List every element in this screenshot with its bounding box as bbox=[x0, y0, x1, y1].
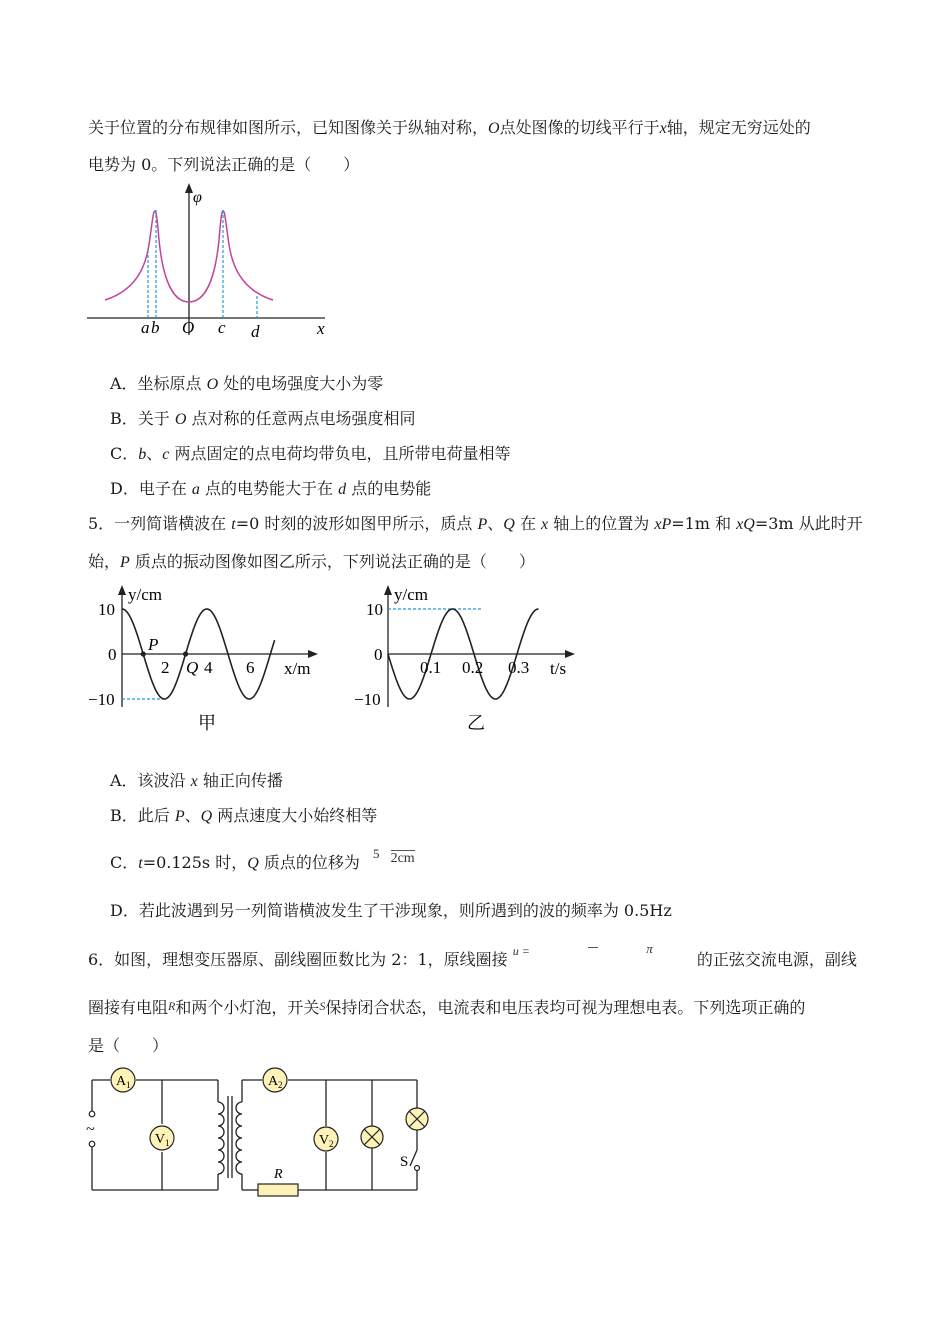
lamp-2 bbox=[406, 1108, 428, 1130]
q6-transformer-circuit bbox=[82, 1066, 432, 1201]
q4-ylabel: φ bbox=[193, 189, 202, 206]
jia-xlabel: x/m bbox=[284, 659, 311, 678]
q5-option-d[interactable]: D．若此波遇到另一列简谐横波发生了干涉现象，则所遇到的波的频率为 0.5Hz bbox=[110, 901, 672, 920]
svg-text:1: 1 bbox=[126, 1080, 131, 1090]
yi-ytick-neg10: −10 bbox=[354, 690, 381, 709]
svg-text:2: 2 bbox=[329, 1139, 334, 1149]
jia-caption: 甲 bbox=[198, 713, 216, 733]
resistor-label: R bbox=[274, 1167, 283, 1182]
yi-ytick-0: 0 bbox=[374, 645, 383, 664]
jia-label-Q: Q bbox=[186, 658, 199, 677]
q4-option-d[interactable]: D．电子在 a 点的电势能大于在 d 点的电势能 bbox=[110, 479, 432, 498]
q4-label-d: d bbox=[251, 322, 260, 341]
jia-ytick-neg10: −10 bbox=[88, 690, 115, 709]
q4-option-a[interactable]: A．坐标原点 O 处的电场强度大小为零 bbox=[110, 374, 384, 393]
ammeter-a2 bbox=[263, 1068, 287, 1092]
svg-text:2: 2 bbox=[278, 1080, 283, 1090]
jia-xtick-6: 6 bbox=[246, 658, 255, 677]
jia-xtick-4: 4 bbox=[204, 658, 213, 677]
q4-option-c[interactable]: C．b、c 两点固定的点电荷均带负电，且所带电荷量相等 bbox=[110, 444, 511, 463]
voltmeter-v2 bbox=[314, 1127, 338, 1151]
q5-line1: 5．一列简谐横波在 t=0 时刻的波形如图甲所示，质点 P、Q 在 x 轴上的位置为 xP=1m 和 xQ=3m 从此时开 bbox=[88, 514, 863, 533]
svg-text:A: A bbox=[268, 1074, 279, 1089]
yi-xtick-0.2: 0.2 bbox=[462, 658, 484, 677]
jia-label-P: P bbox=[148, 635, 159, 654]
q6-line2: 圈接有电阻R和两个小灯泡，开关S保持闭合状态，电流表和电压表均可视为理想电表。下列选项正确的 bbox=[88, 998, 806, 1017]
svg-text:A: A bbox=[116, 1074, 127, 1089]
q4-label-c: c bbox=[218, 318, 226, 337]
switch-label: S bbox=[400, 1154, 409, 1170]
svg-text:V: V bbox=[319, 1133, 330, 1148]
q4-option-b[interactable]: B．关于 O 点对称的任意两点电场强度相同 bbox=[110, 409, 416, 428]
q4-line1: 关于位置的分布规律如图所示，已知图像关于纵轴对称，O点处图像的切线平行于x轴，规定无穷远处的 bbox=[88, 118, 811, 137]
q5-wave-figure-jia bbox=[88, 582, 328, 737]
resistor-R bbox=[258, 1184, 298, 1196]
q5-option-b[interactable]: B．此后 P、Q 两点速度大小始终相等 bbox=[110, 806, 378, 825]
svg-text:V: V bbox=[155, 1132, 166, 1147]
jia-ylabel: y/cm bbox=[128, 585, 162, 604]
yi-xtick-0.1: 0.1 bbox=[420, 658, 442, 677]
jia-ytick-0: 0 bbox=[108, 645, 117, 664]
yi-caption: 乙 bbox=[467, 713, 485, 733]
yi-ytick-10: 10 bbox=[366, 600, 383, 619]
yi-xtick-0.3: 0.3 bbox=[508, 658, 530, 677]
lamp-1 bbox=[361, 1126, 383, 1148]
q5-option-c[interactable]: C．t=0.125s 时，Q 质点的位移为 $^5$ 2cm bbox=[110, 846, 415, 872]
q4-line2: 电势为 0。下列说法正确的是（ ） bbox=[88, 155, 360, 174]
voltmeter-v1 bbox=[150, 1126, 174, 1150]
q4-potential-figure bbox=[85, 180, 340, 345]
jia-point-Q bbox=[183, 651, 188, 656]
jia-xtick-2: 2 bbox=[161, 658, 170, 677]
q4-label-O: O bbox=[182, 318, 195, 337]
svg-text:1: 1 bbox=[165, 1138, 170, 1148]
q4-label-a: a bbox=[141, 318, 150, 337]
q4-xlabel: x bbox=[317, 319, 325, 338]
q5-option-a[interactable]: A．该波沿 x 轴正向传播 bbox=[110, 771, 283, 790]
ac-source-symbol: ~ bbox=[86, 1121, 95, 1138]
q4-label-b: b bbox=[151, 318, 160, 337]
yi-ylabel: y/cm bbox=[394, 585, 428, 604]
q6-line3: 是（ ） bbox=[88, 1036, 169, 1055]
q5-line2: 始，P 质点的振动图像如图乙所示，下列说法正确的是（ ） bbox=[88, 552, 535, 571]
q5-vibration-figure-yi bbox=[352, 582, 582, 737]
yi-xlabel: t/s bbox=[550, 659, 567, 678]
q6-line1: 6．如图，理想变压器原、副线圈匝数比为 2：1，原线圈接 $^{u =}$ $^\pi$ 的正弦交流电源，副线 bbox=[88, 941, 857, 969]
jia-point-P bbox=[141, 651, 146, 656]
jia-ytick-10: 10 bbox=[98, 600, 115, 619]
ammeter-a1 bbox=[111, 1068, 135, 1092]
